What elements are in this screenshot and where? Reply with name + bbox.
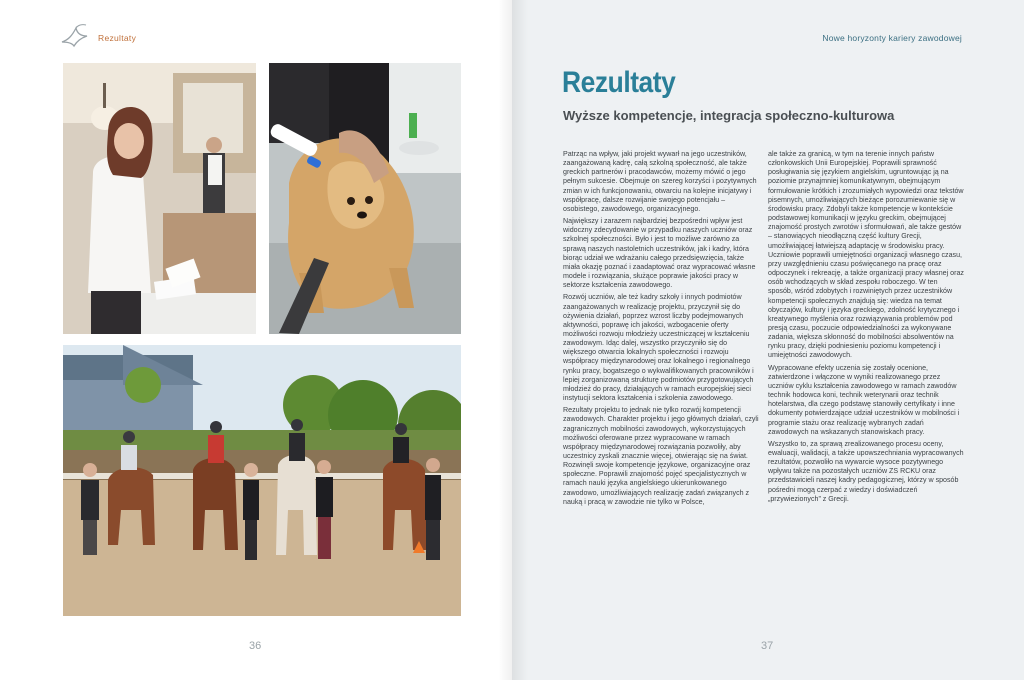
bird-logo-icon [60,22,90,48]
paragraph: Największy i zarazem najbardziej bezpośredni wpływ jest widoczny zdecydowanie w przypadku naszych uczniów oraz szkolnej społeczności. Było i jest to możliwe zarówno za sprawą naszych nastoletnich uczestników, jak i kadry, która biorąc udział we wdrażaniu całego przedsięwzięcia, także miała okazję poznać i zaadaptować oraz wypracować własne modele i rozwiązania, służące poprawie jakości pracy w sektorze kształcenia zawodowego. [563,217,756,290]
photo-horse-riding-group [63,345,461,616]
gutter-shadow-right [512,0,528,680]
paragraph: Patrząc na wpływ, jaki projekt wywarł na jego uczestników, zaangażowaną kadrę, całą szkolną społeczność, ale także greckich partnerów i pracodawców, możemy mówić o jego pełnym sukcesie. Obejmuje on szereg korzyści i pozytywnych zmian w ich funkcjonowaniu, otwarciu na kolejne inicjatywy i współpracę, dalsze rozwijanie swojego potencjału – osobistego, zawodowego, organizacyjnego. [563,150,757,213]
paragraph: Rozwój uczniów, ale też kadry szkoły i innych podmiotów zaangażowanych w realizację projektu, przyczynił się do ożywienia działań, poprzez wzrost liczby podejmowanych aktywności, poprawę ich jakości, wzbogacenie oferty możliwości rozwoju młodzieży uczestniczącej w kształceniu zawodowym. Idąc dalej, wszystko przyczyniło się do większego otwarcia lokalnych społeczności i rozwoju współpracy międzynarodowej oraz lokalnego i regionalnego rynku pracy, bogatszego o wykwalifikowanych pracowników i lepiej zorganizowaną strukturę podmiotów przygotowujących młodzież do pracy, działających w ramach europejskiej sieci instytucji sektora kształcenia i szkolenia zawodowego. [563,293,754,403]
page-number-left: 36 [249,640,262,652]
photo-student-reception [63,63,256,334]
section-label: Rezultaty [98,33,137,43]
gutter-shadow-left [498,0,512,680]
photo-dog-veterinary [269,63,461,334]
paragraph: Rezultaty projektu to jednak nie tylko rozwój kompetencji zawodowych. Charakter projektu i jego głównych działań, czyli zagranicznych mobilności zawodowych, wykorzystujących możliwości oferowane przez wypracowane w ramach współpracy międzynarodowej rozwiązania pozwoliły, aby uczestnicy zyskali znacznie więcej, otwierając się na świat. Rozwinęli swoje kompetencje językowe, organizacyjne oraz społeczne. Poprawili znajomość pojęć specjalistycznych w ramach nauki języka angielskiego ukierunkowanego zawodowo, umożliwiających realizację zadań związanych z nauką i pracą w zawodzie nie tylko w Polsce, [563,406,759,506]
text-column-1 [563,150,759,510]
paragraph: ale także za granicą, w tym na terenie innych państw członkowskich Unii Europejskiej. Poprawili sprawność posługiwania się językiem angielskim, ugruntowując ją na poziomie przynajmniej komunikatywnym, obejmującym formułowanie krótkich i zrozumiałych wypowiedzi oraz tekstów pisemnych, umożliwiających bieżące porozumiewanie się w środowisku pracy. Zdobyli także kompetencje w kontekście podstawowej komunikacji w języku greckim, obejmującej znajomość prostych zwrotów i sformułowań, ale także gestów – stanowiących nieodłączną część kultury Grecji, umożliwiającej łatwiejszą adaptację w środowisku pracy. Uczniowie poprawili umiejętności organizacji własnego czasu, przy uwzględnieniu czasu poświęcanego na pracę oraz odpoczynek i rekreację, a także organizacji pracy własnej oraz osób wchodzących w skład zespołu roboczego. W ten sposób, wśród zdobytych i rozwiniętych przez uczestników kompetencji społecznych znajdują się: wiedza na temat obyczajów, kultury i języka greckiego, zdolność krytycznego i kreatywnego myślenia oraz rozwiązywania problemów pod presją czasu, poczucie odpowiedzialności za wykonywane zadania, większa skłonność do mobilności absolwentów na rynku pracy, dzięki podniesieniu poziomu kompetencji i umiejętności zawodowych. [768,150,964,360]
text-column-2 [768,150,964,507]
paragraph: Wszystko to, za sprawą zrealizowanego procesu oceny, ewaluacji, walidacji, a także upowszechniania wypracowanych rezultatów, pozwoliło na wywarcie wysoce pozytywnego wpływu także na pozostałych uczniów ZS RCKU oraz przedstawicieli naszej kadry pedagogicznej, którzy w sposób pośredni mogą czerpać z wiedzy i doświadczeń „przywiezionych” z Grecji. [768,439,964,503]
page-number-right: 37 [761,640,774,652]
paragraph: Wypracowane efekty uczenia się zostały ocenione, zatwierdzone i włączone w wyniki realizowanego przez uczniów cyklu kształcenia zawodowego w ramach zawodów technik hodowca koni, technik weterynarii oraz technik hotelarstwa, dla czego podstawę stanowiły certyfikaty i inne dokumenty potwierdzające udział uczestników w mobilności i programie stażu oraz realizację wybranych zadań zawodowych na wskazanych stanowiskach pracy. [768,363,960,436]
article-title: Rezultaty [562,66,676,99]
article-subtitle: Wyższe kompetencje, integracja społeczno-kulturowa [563,108,895,123]
publication-title: Nowe horyzonty kariery zawodowej [822,33,962,43]
